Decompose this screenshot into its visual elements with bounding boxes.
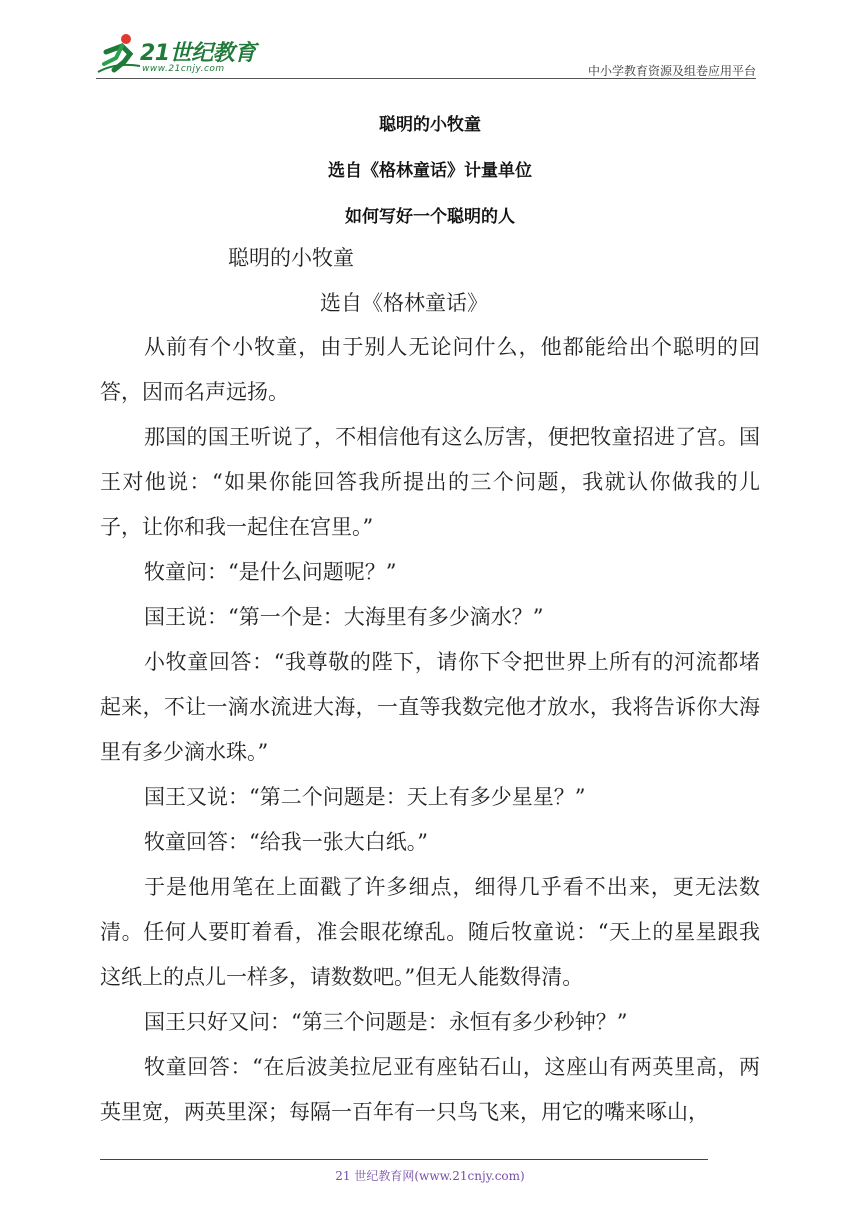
paragraph: 小牧童回答：“我尊敬的陛下，请你下令把世界上所有的河流都堵起来，不让一滴水流进大海，一直等我数完他才放水，我将告诉你大海里有多少滴水珠。”: [100, 650, 760, 764]
document-topic: 如何写好一个聪明的人: [345, 207, 515, 227]
paragraph: 国王说：“第一个是：大海里有多少滴水？”: [144, 605, 544, 629]
logo-url: www.21cnjy.com: [142, 64, 225, 74]
footer-divider: [100, 1159, 708, 1160]
paragraph: 牧童问：“是什么问题呢？”: [144, 560, 397, 584]
paragraph: 国王又说：“第二个问题是：天上有多少星星？”: [144, 785, 586, 809]
page-footer: 21 世纪教育网(www.21cnjy.com): [335, 1169, 525, 1183]
story-title: 聪明的小牧童: [228, 246, 354, 270]
paragraph: 国王只好又问：“第三个问题是：永恒有多少秒钟？”: [144, 1010, 628, 1034]
paragraph: 牧童回答：“在后波美拉尼亚有座钻石山，这座山有两英里高，两英里宽，两英里深；每隔一百年有一只鸟飞来，用它的嘴来啄山，: [100, 1055, 760, 1124]
paragraph: 牧童回答：“给我一张大白纸。”: [144, 830, 428, 854]
paragraph: 于是他用笔在上面戳了许多细点，细得几乎看不出来，更无法数清。任何人要盯着看，准会眼花缭乱。随后牧童说：“天上的星星跟我这纸上的点儿一样多，请数数吧。”但无人能数得清。: [100, 875, 760, 989]
paragraph: 那国的国王听说了，不相信他有这么厉害，便把牧童招进了宫。国王对他说：“如果你能回答我所提出的三个问题，我就认你做我的儿子，让你和我一起住在宫里。”: [100, 425, 760, 539]
document-source: 选自《格林童话》计量单位: [328, 161, 532, 181]
header-divider: [96, 78, 756, 79]
logo-text: 21世纪教育: [140, 41, 256, 66]
document-title: 聪明的小牧童: [379, 115, 481, 135]
paragraph: 从前有个小牧童，由于别人无论问什么，他都能给出个聪明的回答，因而名声远扬。: [100, 335, 760, 404]
story-source: 选自《格林童话》: [320, 291, 488, 315]
page-header: [96, 30, 756, 80]
logo: [96, 30, 266, 80]
platform-tagline: 中小学教育资源及组卷应用平台: [587, 64, 756, 78]
runner-logo-icon: [96, 32, 144, 76]
